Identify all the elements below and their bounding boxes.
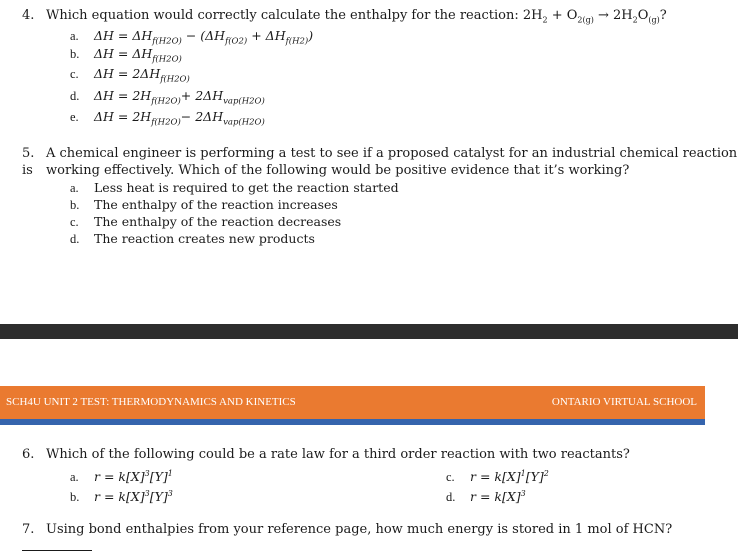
question-text: Which equation would correctly calculate the enthalpy for the reaction: $2H_2 + O_{2(g)} \to 2H_2O_{(g)}$? xyxy=(46,8,667,25)
question-number: 5. xyxy=(22,146,35,161)
question-text: Using bond enthalpies from your reference page, how much energy is stored in 1 mol of HCN? xyxy=(46,522,673,537)
q4-option-a[interactable]: a. $\Delta H = \Delta H_{f(H2O)} - (\Delta H_{f(O2)} + \Delta H_{f(H2)})$ xyxy=(70,28,314,47)
q6-option-a[interactable]: a. $r = k[X]^3[Y]^1$ xyxy=(70,469,173,485)
question-number: 4. xyxy=(22,8,35,23)
question-number: 6. xyxy=(22,447,35,462)
question-6 xyxy=(22,446,630,463)
q6-option-d[interactable]: d. $r = k[X]^3$ xyxy=(446,489,526,505)
q5-option-d[interactable]: d. The reaction creates new products xyxy=(70,231,315,246)
course-title: SCH4U UNIT 2 TEST: THERMODYNAMICS AND KINETICS xyxy=(6,396,296,408)
question-text: Which of the following could be a rate law for a third order reaction with two reactants? xyxy=(46,447,630,462)
header-blue-rule xyxy=(0,419,705,425)
question-number: 7. xyxy=(22,522,35,537)
page-header-banner xyxy=(0,386,705,419)
q4-option-d[interactable]: d. $\Delta H = 2H_{f(H2O)}+ 2\Delta H_{vap(H2O)}$ xyxy=(70,88,265,107)
q4-option-e[interactable]: e. $\Delta H = 2H_{f(H2O)}- 2\Delta H_{vap(H2O)}$ xyxy=(70,109,265,128)
school-name: ONTARIO VIRTUAL SCHOOL xyxy=(551,396,697,408)
question-text-line1: A chemical engineer is performing a test to see if a proposed catalyst for an industrial chemical reaction is xyxy=(22,146,738,178)
q4-option-b[interactable]: b. $\Delta H = \Delta H_{f(H2O)}$ xyxy=(70,46,182,65)
answer-blank[interactable] xyxy=(22,538,92,551)
page-break-band xyxy=(0,324,738,339)
question-7 xyxy=(22,521,738,556)
question-4 xyxy=(22,7,667,29)
q5-option-a[interactable]: a. Less heat is required to get the reaction started xyxy=(70,180,399,195)
q6-option-b[interactable]: b. $r = k[X]^3[Y]^3$ xyxy=(70,489,173,505)
question-5-line2: working effectively. Which of the following would be positive evidence that it’s working? xyxy=(46,163,630,178)
q6-option-c[interactable]: c. $r = k[X]^1[Y]^2$ xyxy=(446,469,549,485)
q4-option-c[interactable]: c. $\Delta H = 2\Delta H_{f(H2O)}$ xyxy=(70,66,190,85)
q5-option-c[interactable]: c. The enthalpy of the reaction decreases xyxy=(70,214,342,229)
q5-option-b[interactable]: b. The enthalpy of the reaction increases xyxy=(70,197,338,212)
